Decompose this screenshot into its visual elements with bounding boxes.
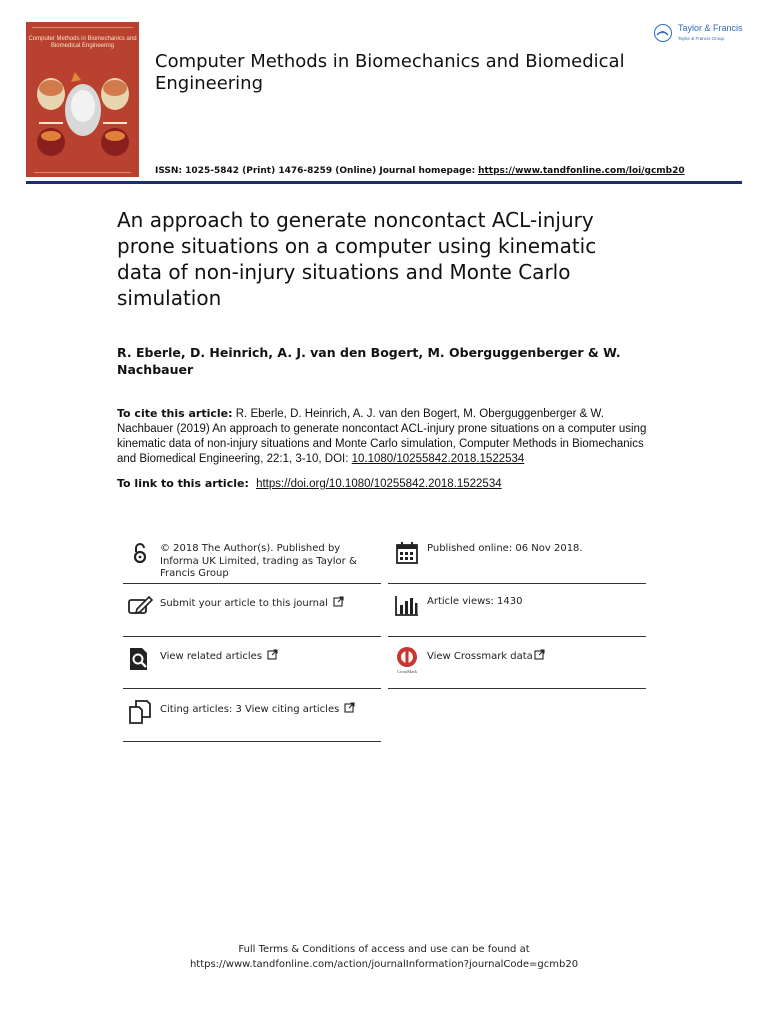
- article-title: An approach to generate noncontact ACL-injury prone situations on a computer using kinematic data of non-injury situations and Monte Carlo simulation: [117, 208, 597, 310]
- crossmark-badge-text: CrossMark: [397, 669, 417, 674]
- journal-title: Computer Methods in Biomechanics and Biomedical Engineering: [155, 51, 625, 94]
- grid-rule: [388, 688, 646, 689]
- publisher-logo: [654, 22, 754, 48]
- grid-rule: [388, 636, 646, 637]
- bar-chart-icon: [394, 593, 420, 619]
- related-articles-label: View related articles: [160, 651, 263, 662]
- terms-footer: [0, 942, 768, 972]
- article-link-label: To link to this article:: [117, 477, 249, 490]
- grid-rule: [123, 688, 381, 689]
- cover-footer-rule: [34, 172, 131, 173]
- publisher-subname: Taylor & Francis Group: [678, 36, 725, 41]
- article-authors: R. Eberle, D. Heinrich, A. J. van den Bogert, M. Oberguggenberger & W. Nachbauer: [117, 345, 621, 377]
- grid-rule: [123, 583, 381, 584]
- publisher-logo-icon: [654, 24, 672, 42]
- crossmark-link[interactable]: [427, 649, 649, 665]
- edit-icon: [127, 593, 153, 619]
- article-views-text: Article views: 1430: [427, 596, 523, 607]
- grid-rule: [388, 583, 646, 584]
- external-link-icon: [333, 596, 344, 612]
- issn-label: ISSN: 1025-5842 (Print) 1476-8259 (Online) Journal homepage:: [155, 166, 476, 176]
- open-access-text: © 2018 The Author(s). Published by Informa UK Limited, trading as Taylor & Francis Group: [160, 543, 357, 579]
- citation-text: R. Eberle, D. Heinrich, A. J. van den Bogert, M. Oberguggenberger & W. Nachbauer (2019) An approach to generate noncontact ACL-injury prone situations on a computer using kinematic data of non-injury situations and Monte Carlo simulation, Computer Methods in Biomechanics and Biomedical Engineering, 22:1, 3-10, DOI:: [117, 408, 647, 465]
- terms-link[interactable]: https://www.tandfonline.com/action/journalInformation?journalCode=gcmb20: [189, 959, 579, 970]
- calendar-icon: [394, 540, 420, 566]
- citing-articles-icon: [127, 699, 153, 725]
- journal-cover-image: [26, 22, 139, 177]
- article-link-line: [117, 476, 677, 492]
- journal-homepage-link[interactable]: https://www.tandfonline.com/loi/gcmb20: [478, 166, 685, 176]
- doi-link[interactable]: 10.1080/10255842.2018.1522534: [351, 453, 525, 465]
- published-date-text: Published online: 06 Nov 2018.: [427, 543, 583, 554]
- terms-text: Full Terms & Conditions of access and use can be found at: [238, 944, 530, 955]
- publisher-name: Taylor & Francis: [678, 23, 743, 33]
- citing-articles-link[interactable]: [160, 702, 382, 718]
- grid-rule: [123, 741, 381, 742]
- external-link-icon: [534, 649, 545, 665]
- cover-heart-illustration: [35, 68, 131, 168]
- header-rule: [26, 181, 742, 184]
- cover-rule: [32, 27, 133, 28]
- article-link[interactable]: https://doi.org/10.1080/10255842.2018.1522534: [256, 478, 502, 490]
- external-link-icon: [344, 702, 355, 718]
- cover-title: Computer Methods in Biomechanics and Biomedical Engineering: [28, 36, 137, 49]
- citation-label: To cite this article:: [117, 407, 233, 420]
- issn-line: [155, 165, 685, 177]
- grid-rule: [123, 636, 381, 637]
- submit-article-link[interactable]: [160, 596, 382, 612]
- crossmark-icon: [394, 646, 420, 672]
- related-articles-link[interactable]: [160, 649, 382, 665]
- crossmark-label: View Crossmark data: [427, 651, 533, 662]
- external-link-icon: [267, 649, 278, 665]
- open-access-icon: [127, 540, 153, 566]
- submit-article-label: Submit your article to this journal: [160, 598, 328, 609]
- citation-block: [117, 406, 647, 467]
- citing-articles-label: Citing articles: 3 View citing articles: [160, 704, 340, 715]
- search-document-icon: [127, 646, 153, 672]
